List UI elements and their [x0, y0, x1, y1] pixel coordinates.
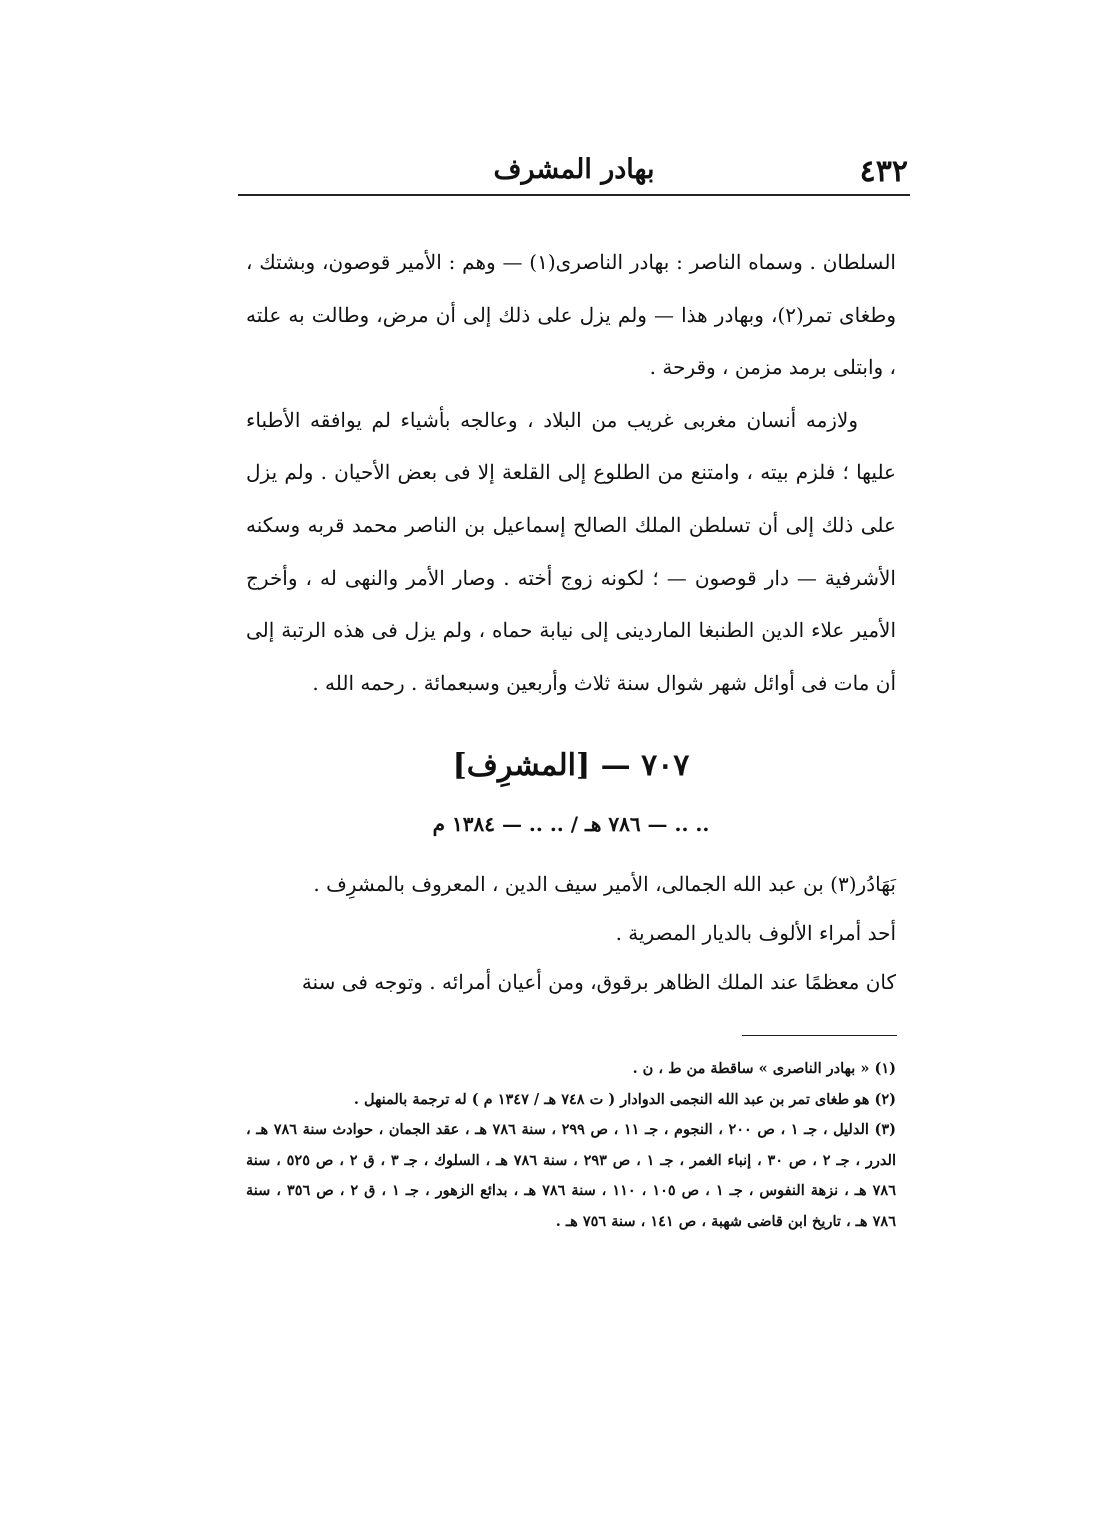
footnote: [246, 1115, 896, 1237]
entry-line: بَهَادُر(٣) بن عبد الله الجمالى، الأمير سيف الدين ، المعروف بالمشرِف .: [313, 872, 896, 896]
main-text: [246, 236, 896, 709]
footnote-text: هو طغاى تمر بن عبد الله النجمى الدوادار ( ت ٧٤٨ هـ / ١٣٤٧ م ) له ترجمة بالمنهل .: [353, 1090, 870, 1108]
footnote: [246, 1085, 896, 1116]
entry-line: أحد أمراء الألوف بالديار المصرية .: [615, 921, 896, 945]
footnote: [246, 1054, 896, 1085]
entry-dates: .. .. — ٧٨٦ هـ / .. .. — ١٣٨٤ م: [432, 812, 710, 836]
entry-text: [246, 860, 896, 1007]
paragraph: السلطان . وسماه الناصر : بهادر الناصرى(١) — وهم : الأمير قوصون، وبشتك ، وطغاى تمر(٢)، وبهادر هذا — ولم يزل على ذلك إلى أن مرض، وطالت به علته ، وابتلى برمد مزمن ، وقرحة .: [246, 250, 897, 380]
footnote-number: (٣): [874, 1121, 897, 1138]
page-number: ٤٣٢: [859, 154, 908, 189]
paragraph: ولازمه أنسان مغربى غريب من البلاد ، وعالجه بأشياء لم يوافقه الأطباء عليها ؛ فلزم بيته ، وامتنع من الطلوع إلى القلعة إلا فى بعض الأحيان . ولم يزل على ذلك إلى أن تسلطن الملك الصالح إسماعيل بن الناصر محمد قربه وسكنه الأشرفية — دار قوصون — ؛ لكونه زوج أخته . وصار الأمر والنهى له ، وأخرج الأمير علاء الدين الطنبغا الماردينى إلى نيابة حماه ، ولم يزل فى هذه الرتبة إلى أن مات فى أوائل شهر شوال سنة ثلاث وأربعين وسبعمائة . رحمه الله .: [246, 407, 896, 695]
footnotes: [246, 1054, 896, 1237]
footnote-rule: [742, 1035, 897, 1036]
running-title: بهادر المشرف: [493, 154, 655, 185]
footnote-text: الدليل ، جـ ١ ، ص ٢٠٠ ، النجوم ، جـ ١١ ، ص ٢٩٩ ، سنة ٧٨٦ هـ ، عقد الجمان ، حوادث سنة ٧٨٦ هـ ، الدرر ، جـ ٢ ، ص ٣٠ ، إنباء الغمر ، جـ ١ ، ص ٢٩٣ ، سنة ٧٨٦ هـ ، السلوك ، جـ ٣ ، ق ٢ ، ص ٥٢٥ ، سنة ٧٨٦ هـ ، نزهة النفوس ، جـ ١ ، ص ١٠٥ ، ١١٠ ، سنة ٧٨٦ هـ ، بدائع الزهور ، جـ ١ ، ق ٢ ، ص ٣٥٦ ، سنة ٧٨٦ هـ ، تاريخ ابن قاضى شهبة ، ص ١٤١ ، سنة ٧٥٦ هـ .: [246, 1121, 897, 1230]
page-header: [240, 148, 908, 192]
footnote-number: (٢): [874, 1090, 896, 1108]
header-rule: [238, 194, 910, 196]
entry-heading: ٧٠٧ — [المشرِف]: [452, 748, 690, 783]
footnote-number: (١): [874, 1060, 896, 1077]
entry-line: كان معظمًا عند الملك الظاهر برقوق، ومن أعيان أمرائه . وتوجه فى سنة: [301, 970, 896, 994]
footnote-text: « بهادر الناصرى » ساقطة من ط ، ن .: [632, 1060, 870, 1077]
